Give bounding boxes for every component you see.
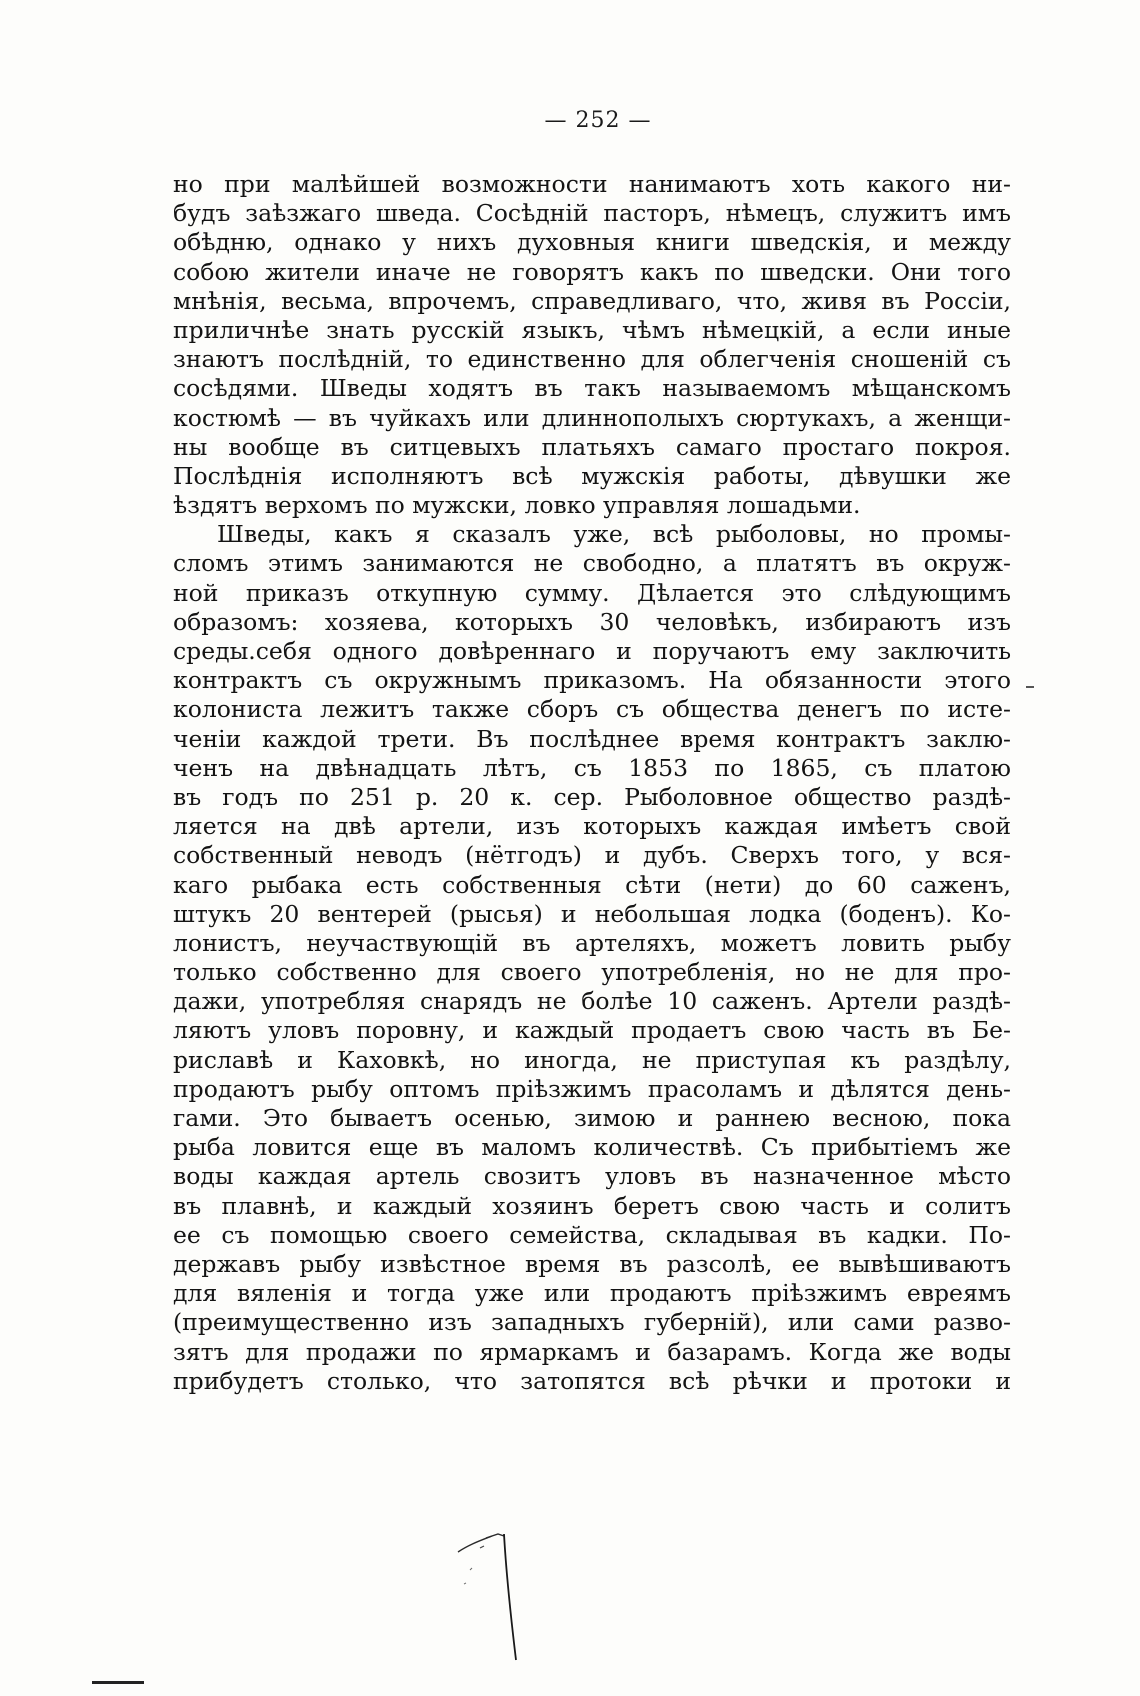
text-line: сосѣдями. Шведы ходятъ въ такъ называемомъ мѣщанскомъ [173,374,1011,403]
text-line: гами. Это бываетъ осенью, зимою и раннею весною, пока [173,1104,1011,1132]
text-line: собственный неводъ (нётгодъ) и дубъ. Сверхъ того, у вся- [173,841,1011,870]
text-line: ее съ помощью своего семейства, складывая въ кадки. По- [173,1220,1011,1249]
text-line: въ плавнѣ, и каждый хозяинъ беретъ свою часть и солитъ [173,1191,1011,1220]
text-line: сломъ этимъ занимаются не свободно, а платятъ въ окруж- [173,549,1011,578]
text-line: воды каждая артель свозитъ уловъ въ назначенное мѣсто [173,1162,1011,1191]
text-line: ченіи каждой трети. Въ послѣднее время контрактъ заклю- [173,724,1011,753]
text-line: образомъ: хозяева, которыхъ 30 человѣкъ, избираютъ изъ [173,607,1011,636]
text-line: державъ рыбу извѣстное время въ разсолѣ, ее вывѣшиваютъ [173,1249,1011,1278]
text-line: контрактъ съ окружнымъ приказомъ. На обязанности этого [173,666,1011,695]
text-line: ѣздятъ верхомъ по мужски, ловко управляя лошадьми. [173,491,861,520]
text-line: каго рыбака есть собственныя сѣти (нети) до 60 саженъ, [173,870,1011,899]
page-number: — 252 — [544,108,652,133]
text-line: ной приказъ откупную сумму. Дѣлается это слѣдующимъ [173,578,1011,607]
text-line: (преимущественно изъ западныхъ губерній), или сами разво- [173,1308,1011,1337]
corner-rule-mark [92,1681,144,1684]
body-text [173,170,1011,1396]
text-line: костюмѣ — въ чуйкахъ или длиннополыхъ сюртукахъ, а женщи- [173,403,1011,432]
text-line: рыба ловится еще въ маломъ количествѣ. Съ прибытіемъ же [173,1133,1011,1162]
pencil-scribble-mark [440,1500,580,1670]
text-line: штукъ 20 вентерей (рысья) и небольшая лодка (боденъ). Ко- [173,899,1011,928]
text-line: но при малѣйшей возможности нанимаютъ хоть какого ни- [173,170,1011,198]
text-line: для вяленія и тогда уже или продаютъ пріѣзжимъ евреямъ [173,1279,1011,1308]
text-line: ны вообще въ ситцевыхъ платьяхъ самаго простаго покроя. [173,432,1011,461]
text-line: риславѣ и Каховкѣ, но иногда, не приступая къ раздѣлу, [173,1045,1011,1074]
text-line: колониста лежитъ также сборъ съ общества денегъ по исте- [173,695,1011,724]
text-line: среды.себя одного довѣреннаго и поручаютъ ему заключить [173,637,1011,665]
text-line: собою жители иначе не говорятъ какъ по шведски. Они того [173,257,1011,286]
text-line: лонистъ, неучаствующій въ артеляхъ, можетъ ловить рыбу [173,928,1011,957]
text-line: дажи, употребляя снарядъ не болѣе 10 саженъ. Артели раздѣ- [173,987,1011,1016]
text-line: обѣдню, однако у нихъ духовныя книги шведскія, и между [173,228,1011,257]
text-line: мнѣнія, весьма, впрочемъ, справедливаго, что, живя въ Россіи, [173,286,1011,315]
text-line: Шведы, какъ я сказалъ уже, всѣ рыболовы, но промы- [217,520,1011,549]
text-line: знаютъ послѣдній, то единственно для облегченія сношеній съ [173,345,1011,374]
text-line: ляется на двѣ артели, изъ которыхъ каждая имѣетъ свой [173,812,1011,841]
text-line: ченъ на двѣнадцать лѣтъ, съ 1853 по 1865, съ платою [173,753,1011,782]
text-line: будъ заѣзжаго шведа. Сосѣдній пасторъ, нѣмецъ, служитъ имъ [173,199,1011,228]
margin-tick-mark [1026,686,1034,688]
text-line: только собственно для своего употребленія, но не для про- [173,958,1011,987]
text-line: Послѣднія исполняютъ всѣ мужскія работы, дѣвушки же [173,461,1011,490]
text-line: въ годъ по 251 р. 20 к. сер. Рыболовное общество раздѣ- [173,782,1011,811]
text-line: приличнѣе знать русскій языкъ, чѣмъ нѣмецкій, а если иные [173,315,1011,344]
text-line: зятъ для продажи по ярмаркамъ и базарамъ. Когда же воды [173,1337,1011,1366]
text-line: ляютъ уловъ поровну, и каждый продаетъ свою часть въ Бе- [173,1016,1011,1045]
text-line: продаютъ рыбу оптомъ пріѣзжимъ прасоламъ и дѣлятся день- [173,1074,1011,1103]
text-line: прибудетъ столько, что затопятся всѣ рѣчки и протоки и [173,1366,1011,1395]
